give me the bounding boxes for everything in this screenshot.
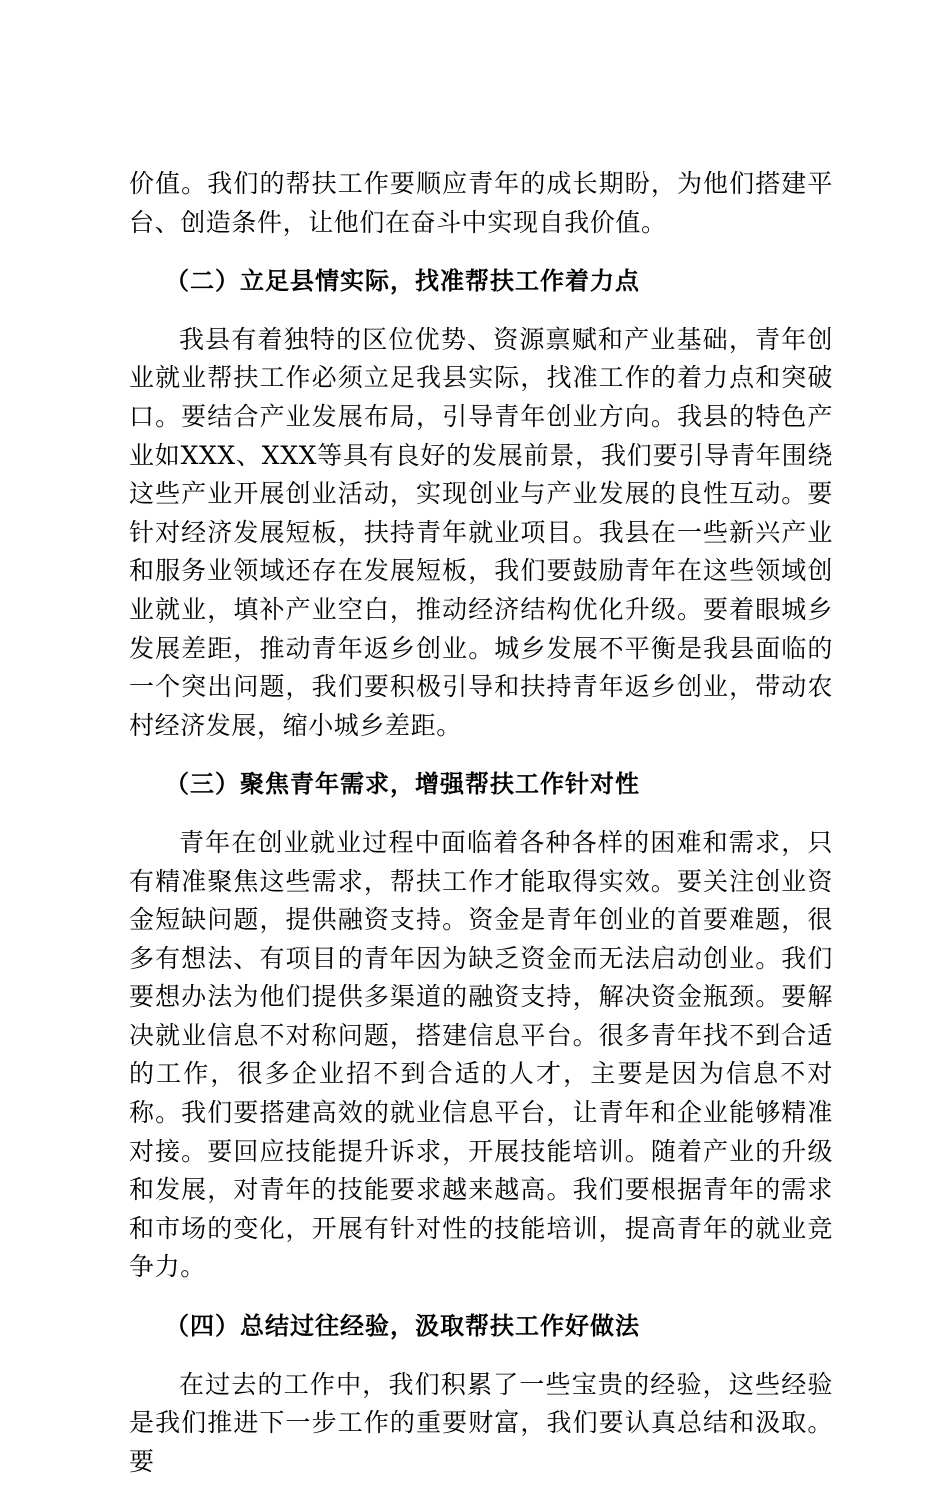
paragraph-section-2: 我县有着独特的区位优势、资源禀赋和产业基础，青年创业就业帮扶工作必须立足我县实际，找准工作的着力点和突破口。要结合产业发展布局，引导青年创业方向。我县的特色产业如XXX、XXX等具有良好的发展前景，我们要引导青年围绕这些产业开展创业活动，实现创业与产业发展的良性互动。要针对经济发展短板，扶持青年就业项目。我县在一些新兴产业和服务业领域还存在发展短板，我们要鼓励青年在这些领域创业就业，填补产业空白，推动经济结构优化升级。要着眼城乡发展差距，推动青年返乡创业。城乡发展不平衡是我县面临的一个突出问题，我们要积极引导和扶持青年返乡创业，带动农村经济发展，缩小城乡差距。 [129,324,833,740]
section-heading-4: （四）总结过往经验，汲取帮扶工作好做法 [165,1312,640,1341]
paragraph-section-3: 青年在创业就业过程中面临着各种各样的困难和需求，只有精准聚焦这些需求，帮扶工作才能取得实效。要关注创业资金短缺问题，提供融资支持。资金是青年创业的首要难题，很多有想法、有项目的青年因为缺乏资金而无法启动创业。我们要想办法为他们提供多渠道的融资支持，解决资金瓶颈。要解决就业信息不对称问题，搭建信息平台。很多青年找不到合适的工作，很多企业招不到合适的人才，主要是因为信息不对称。我们要搭建高效的就业信息平台，让青年和企业能够精准对接。要回应技能提升诉求，开展技能培训。随着产业的升级和发展，对青年的技能要求越来越高。我们要根据青年的需求和市场的变化，开展有针对性的技能培训，提高青年的就业竞争力。 [129,827,833,1282]
section-heading-2: （二）立足县情实际，找准帮扶工作着力点 [165,267,640,296]
document-body [129,165,833,1501]
section-heading-3: （三）聚焦青年需求，增强帮扶工作针对性 [165,770,640,799]
paragraph-section-4: 在过去的工作中，我们积累了一些宝贵的经验，这些经验是我们推进下一步工作的重要财富，我们要认真总结和汲取。要 [129,1369,833,1476]
paragraph-continuation: 价值。我们的帮扶工作要顺应青年的成长期盼，为他们搭建平台、创造条件，让他们在奋斗中实现自我价值。 [129,169,833,237]
